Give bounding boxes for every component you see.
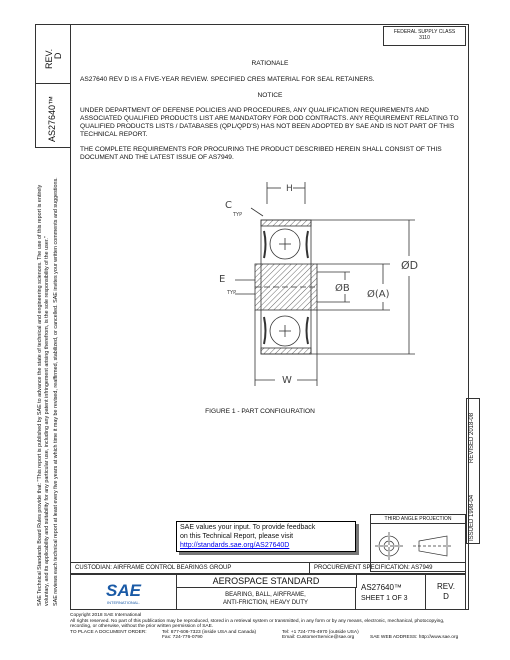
footer-rev-value: D — [443, 592, 449, 601]
footer-rev — [425, 575, 466, 610]
title-line-2: ANTI-FRICTION, HEAVY DUTY — [222, 600, 309, 606]
notice-text: UNDER DEPARTMENT OF DEFENSE POLICIES AND PROCEDURES, ANY QUALIFICATION REQUIREMENTS AND ASSOCIATED QUALIFIED PRODUCTS LIST ARE MANDATORY FOR DOD CONTRACTS. ANY REQUIREMENT RELATING TO QUALIFIED PRODUCTS LISTS / DATABASES (QPL/QPD'S) HAS NOT BEEN ADOPTED BY SAE AND IS NOT PART OF THIS TECHNICAL REPORT. — [80, 107, 459, 138]
disclaimer-area — [35, 148, 70, 610]
revision-strip — [466, 398, 480, 544]
tel-usa: Tel: 877-606-7323 (inside USA and Canada) — [162, 629, 257, 635]
side-rev — [45, 49, 63, 69]
custodian: CUSTODIAN: AIRFRAME CONTROL BEARINGS GROUP — [75, 565, 232, 571]
title-block — [70, 574, 466, 610]
label-a: Ø(A) — [367, 289, 390, 300]
sae-logo: SAE — [106, 581, 141, 600]
feedback-link[interactable]: http://standards.sae.org/AS27640D — [180, 542, 290, 549]
footer-rev-label: REV. — [437, 582, 455, 591]
rationale-heading: RATIONALE — [251, 60, 289, 67]
label-c: C — [225, 200, 232, 211]
issued-date: ISSUED 1998-04 — [469, 494, 475, 541]
rationale-text: AS27640 REV D IS A FIVE-YEAR REVIEW. SPECIFIED CRES MATERIAL FOR SEAL RETAINERS. — [80, 76, 375, 83]
fsc-value: 3110 — [419, 35, 430, 41]
disclaimer-text — [37, 151, 60, 606]
disclaimer-line-1: SAE Technical Standards Board Rules provide that: "This report is published by SAE to advance the state of technical and engineering sciences. The use of this report is entirely — [37, 184, 43, 606]
copyright-line-2: All rights reserved. No part of this publication may be reproduced, stored in a retrieval system or transmitted, in any form or by any means, electronic, mechanical, photocopying, — [70, 618, 445, 624]
label-c-typ: TYP — [233, 212, 243, 218]
feedback-line-1: SAE values your input. To provide feedback — [180, 524, 316, 531]
feedback-box — [176, 521, 356, 552]
aerospace-standard: AEROSPACE STANDARD — [176, 575, 357, 588]
tel-outside: Tel: +1 724-776-4970 (outside USA) — [282, 629, 359, 635]
fax: Fax: 724-776-0790 — [162, 635, 203, 641]
fsc-label: FEDERAL SUPPLY CLASS — [393, 29, 456, 35]
rev-box — [35, 24, 70, 84]
label-e: E — [219, 274, 226, 285]
footer-doc-number: AS27640™ — [361, 583, 402, 592]
disclaimer-line-2: voluntary, and its applicability and suitability for any particular use, including any patent infringement arising therefrom, is the sole responsibility of the user." — [43, 236, 50, 606]
sheet-number: SHEET 1 OF 3 — [361, 595, 408, 602]
bearing-drawing — [215, 176, 445, 391]
copyright-block — [70, 613, 490, 641]
feedback-line-2: on this Technical Report, please visit — [180, 533, 294, 540]
notice-heading: NOTICE — [257, 92, 283, 99]
copyright-line-3: recording, or otherwise, without the prior written permission of SAE. — [70, 624, 214, 630]
requirements-text: THE COMPLETE REQUIREMENTS FOR PROCURING THE PRODUCT DESCRIBED HEREIN SHALL CONSIST OF THIS DOCUMENT AND THE LATEST ISSUE OF AS7949. — [80, 146, 442, 161]
side-doc-number: AS27640™ — [47, 95, 57, 142]
sae-logo-cell — [71, 575, 177, 610]
web-address: SAE WEB ADDRESS: http://www.sae.org — [370, 635, 459, 641]
label-e-typ: TYP — [227, 290, 237, 296]
federal-supply-class — [383, 26, 466, 46]
document-title — [176, 587, 356, 610]
side-rev-value: D — [53, 52, 63, 60]
projection-label: THIRD ANGLE PROJECTION — [371, 515, 465, 524]
label-b: ØB — [335, 283, 350, 294]
figure-caption: FIGURE 1 - PART CONFIGURATION — [205, 408, 315, 415]
footer-custodian-row — [70, 562, 466, 574]
copyright-line-1: Copyright 2018 SAE International — [70, 613, 142, 618]
label-d: ØD — [401, 259, 419, 272]
label-h: H — [286, 184, 293, 194]
email: Email: CustomerService@sae.org — [282, 635, 355, 641]
title-line-1: BEARING, BALL, AIRFRAME, — [225, 592, 306, 598]
sae-logo-sub: INTERNATIONAL. — [107, 600, 140, 605]
disclaimer-line-3: SAE reviews each technical report at least every five years at which time it may be revised, reaffirmed, stabilized, or cancelled. SAE invites your written comments and suggestions. — [53, 177, 60, 606]
label-w: W — [282, 375, 292, 386]
revised-date: REVISED 2018-08 — [469, 412, 475, 463]
side-rev-label: REV. — [44, 48, 54, 69]
procurement-spec: PROCUREMENT SPECIFICATION: AS7949 — [309, 563, 432, 574]
doc-number-box — [35, 84, 70, 148]
order-label: TO PLACE A DOCUMENT ORDER: — [70, 629, 147, 635]
